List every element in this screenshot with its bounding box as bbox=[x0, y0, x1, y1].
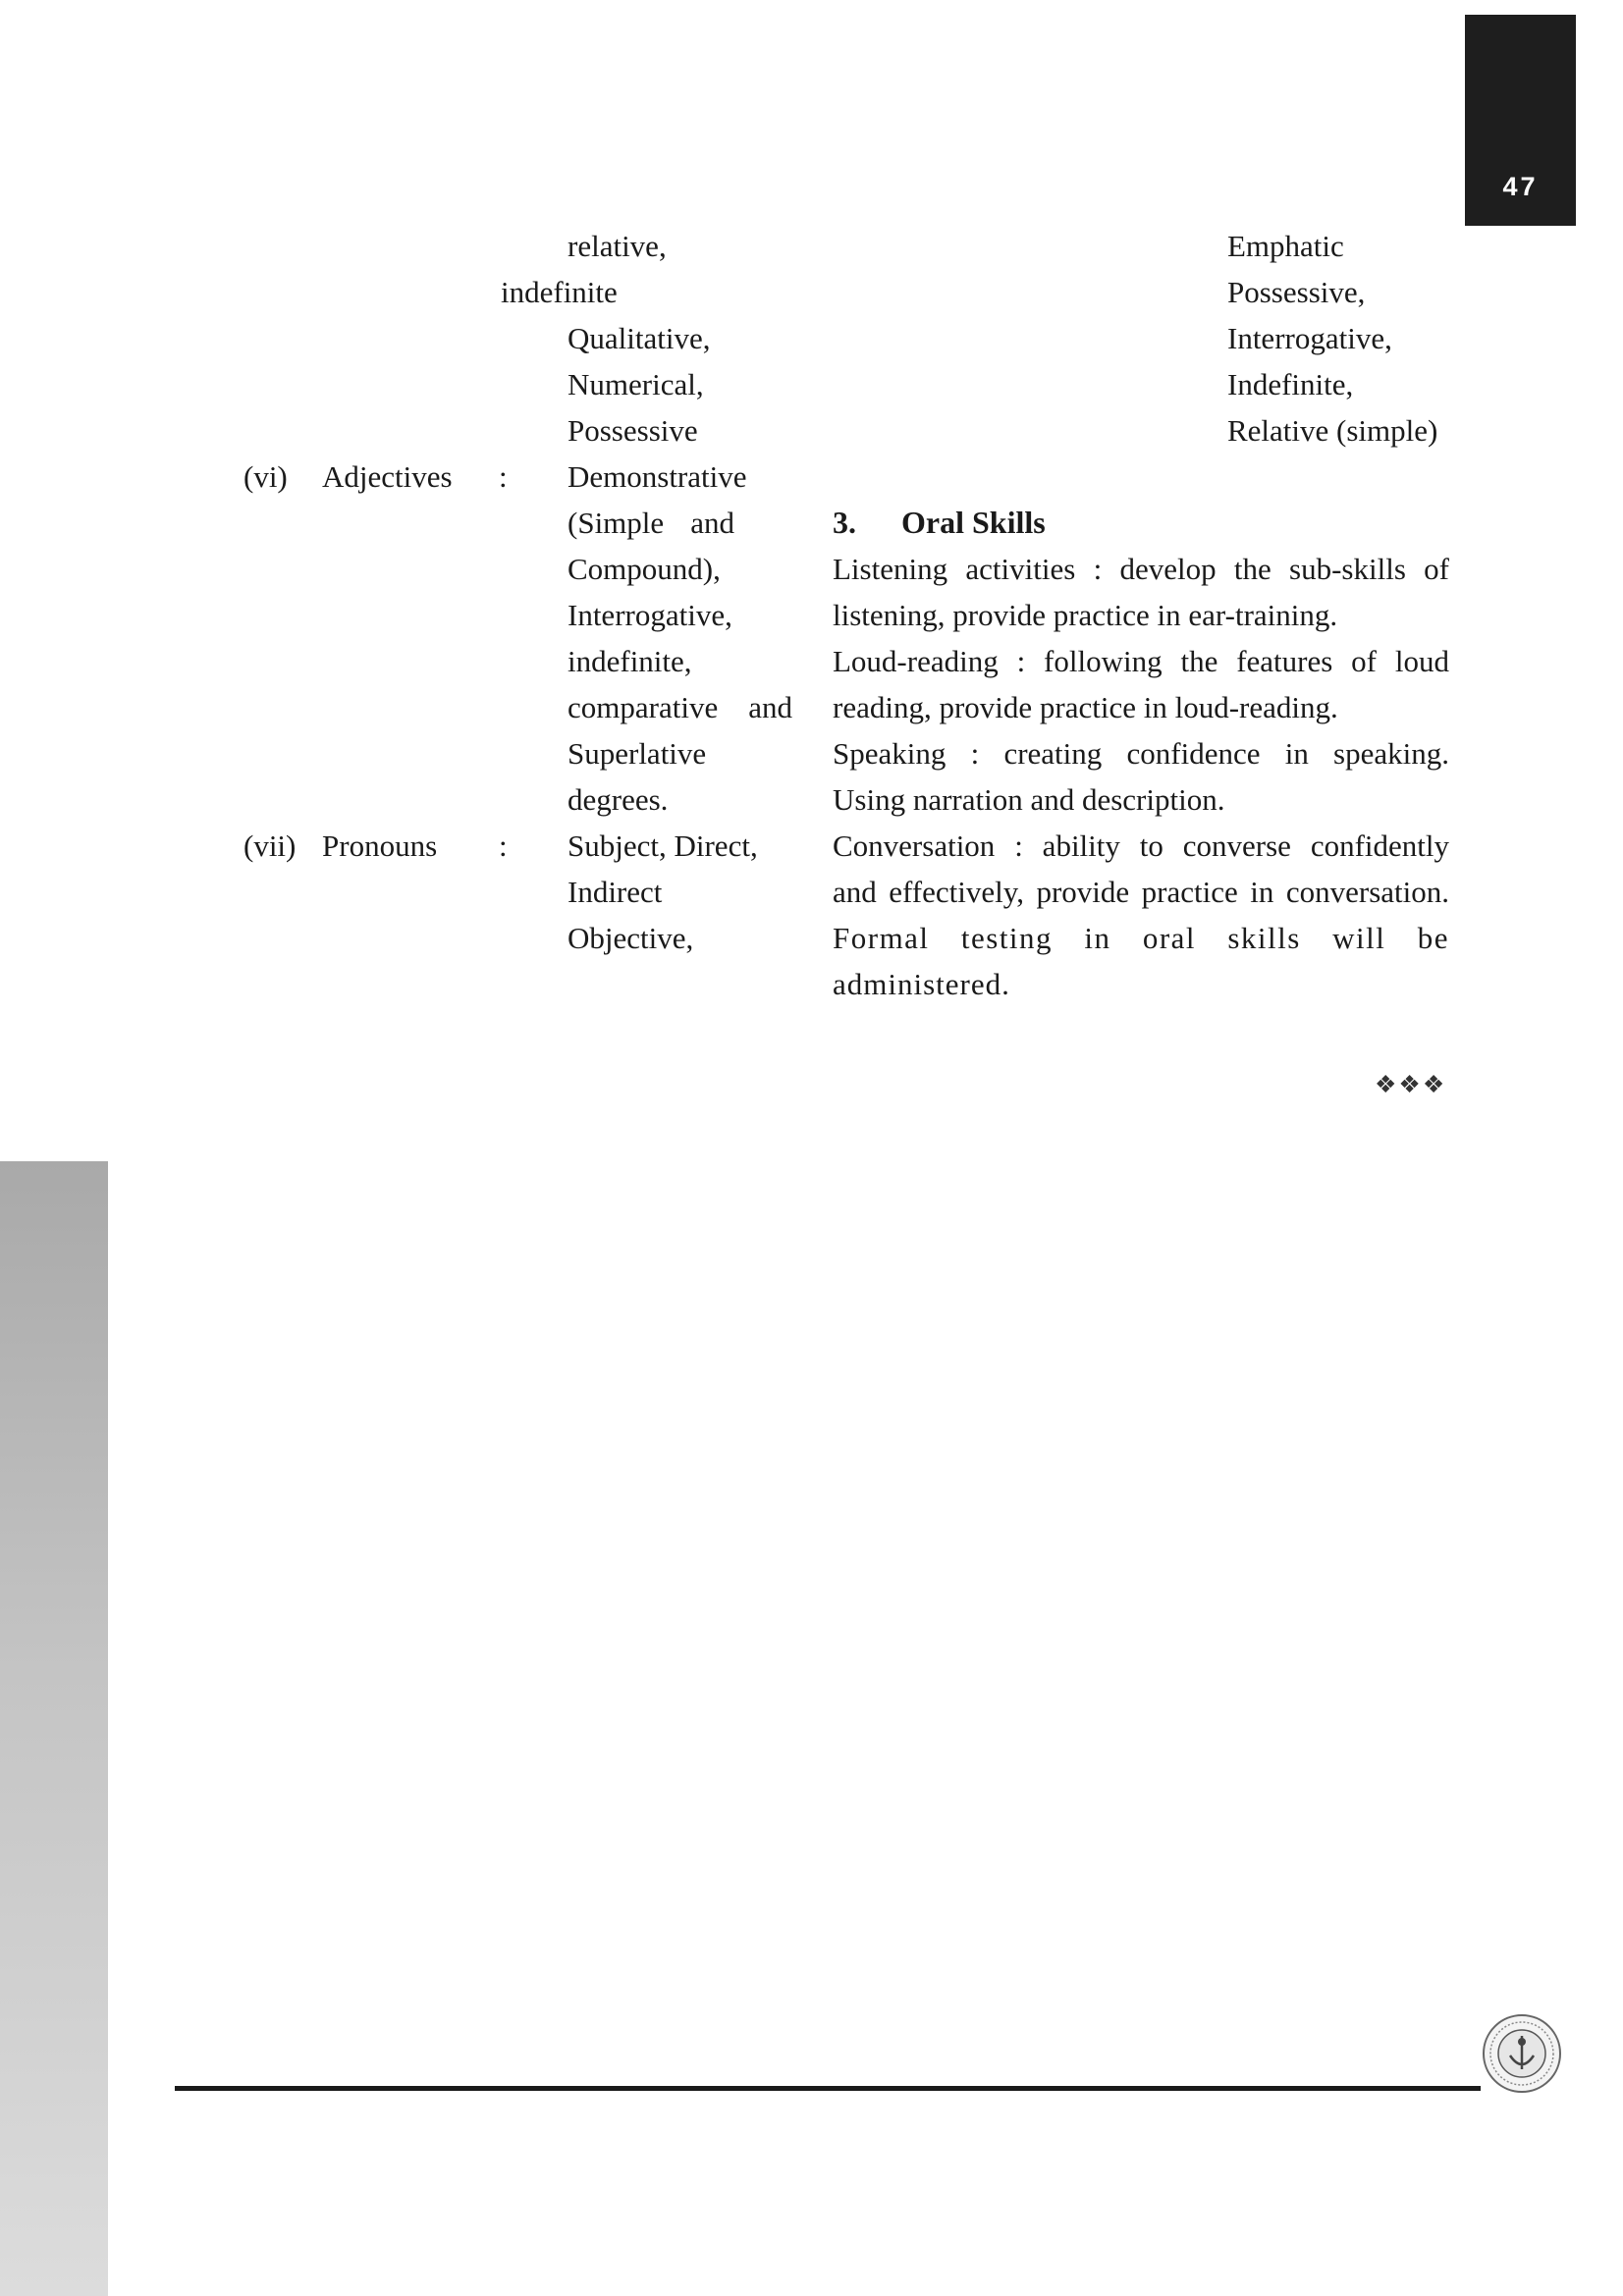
body-line: administered. bbox=[833, 967, 1010, 1001]
left-line: Possessive bbox=[568, 413, 698, 448]
emblem-seal-icon bbox=[1481, 2012, 1563, 2095]
adjectives-line: Interrogative, bbox=[568, 598, 732, 632]
footer-rule bbox=[175, 2086, 1481, 2091]
section-number: 3. bbox=[833, 505, 856, 540]
pronouns-numeral: (vii) bbox=[243, 828, 297, 863]
right-line: Relative (simple) bbox=[1227, 413, 1438, 448]
adjectives-colon: : bbox=[499, 459, 508, 494]
body-line: Using narration and description. bbox=[833, 782, 1225, 817]
adjectives-line: (Simple and bbox=[568, 506, 734, 540]
body-line: and effectively, provide practice in conversation. bbox=[833, 875, 1449, 909]
adjectives-label: Adjectives bbox=[322, 459, 453, 494]
body-line: Conversation : ability to converse confidently bbox=[833, 828, 1449, 863]
pronouns-line: Subject, Direct, bbox=[568, 828, 758, 863]
body-line: listening, provide practice in ear-training. bbox=[833, 598, 1338, 632]
left-line: indefinite bbox=[501, 275, 618, 309]
right-line: Interrogative, bbox=[1227, 321, 1392, 355]
sidebar-gradient-bar bbox=[0, 1161, 108, 2296]
adjectives-line: Superlative bbox=[568, 736, 707, 771]
pronouns-line: Objective, bbox=[568, 921, 694, 955]
pronouns-colon: : bbox=[499, 828, 508, 863]
adjectives-line: comparative and bbox=[568, 690, 792, 724]
section-title: Oral Skills bbox=[901, 505, 1046, 540]
body-line: reading, provide practice in loud-reading. bbox=[833, 690, 1338, 724]
body-line: Formal testing in oral skills will be bbox=[833, 921, 1449, 955]
adjectives-line: Demonstrative bbox=[568, 459, 747, 494]
body-line: Speaking : creating confidence in speaking. bbox=[833, 736, 1449, 771]
adjectives-numeral: (vi) bbox=[243, 459, 288, 494]
pronouns-line: Indirect bbox=[568, 875, 663, 909]
end-ornament: ❖❖❖ bbox=[1375, 1072, 1447, 1098]
right-line: Indefinite, bbox=[1227, 367, 1354, 401]
adjectives-line: indefinite, bbox=[568, 644, 692, 678]
page-number-tab bbox=[1465, 15, 1576, 226]
right-line: Emphatic bbox=[1227, 229, 1344, 263]
left-line: Numerical, bbox=[568, 367, 704, 401]
left-line: relative, bbox=[568, 229, 667, 263]
body-line: Loud-reading : following the features of loud bbox=[833, 644, 1449, 678]
page-number: 47 bbox=[1502, 172, 1539, 201]
body-line: Listening activities : develop the sub-skills of bbox=[833, 552, 1449, 586]
adjectives-line: Compound), bbox=[568, 552, 721, 586]
adjectives-line: degrees. bbox=[568, 782, 669, 817]
left-line: Qualitative, bbox=[568, 321, 711, 355]
pronouns-label: Pronouns bbox=[322, 828, 438, 863]
right-line: Possessive, bbox=[1227, 275, 1366, 309]
